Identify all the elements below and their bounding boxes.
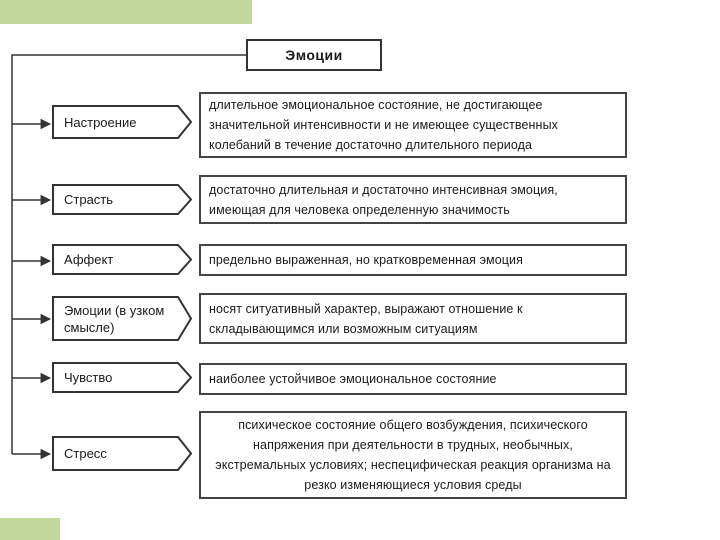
term-label: Эмоции (в узком смысле) <box>64 302 165 335</box>
term-label: Аффект <box>64 252 114 267</box>
term-box-stress <box>52 436 192 471</box>
term-box-strast <box>52 184 192 215</box>
term-box-chuvstvo <box>52 362 192 393</box>
definition-box-emocii: носят ситуативный характер, выражают отношение к складывающимся или возможным ситуациям <box>199 293 627 344</box>
definition-box-nastroenie: длительное эмоциональное состояние, не достигающее значительной интенсивности и не имеющее существенных колебаний в течение достаточно длительного периода <box>199 92 627 158</box>
term-box-emocii <box>52 296 192 341</box>
term-label: Чувство <box>64 370 113 385</box>
term-box-nastroenie <box>52 105 192 139</box>
definition-box-strast: достаточно длительная и достаточно интенсивная эмоция, имеющая для человека определенную значимость <box>199 175 627 224</box>
term-label: Настроение <box>64 114 137 130</box>
term-label: Страсть <box>64 192 114 207</box>
definition-box-stress: психическое состояние общего возбуждения, психического напряжения при деятельности в трудных, необычных, экстремальных условиях; неспецифическая реакция организма на резко изменяющиеся условия среды <box>199 411 627 499</box>
term-label: Стресс <box>64 446 107 461</box>
definition-box-affekt: предельно выраженная, но кратковременная эмоция <box>199 244 627 276</box>
term-box-affekt <box>52 244 192 275</box>
definition-box-chuvstvo: наиболее устойчивое эмоциональное состояние <box>199 363 627 395</box>
diagram-title: Эмоции <box>246 39 382 71</box>
